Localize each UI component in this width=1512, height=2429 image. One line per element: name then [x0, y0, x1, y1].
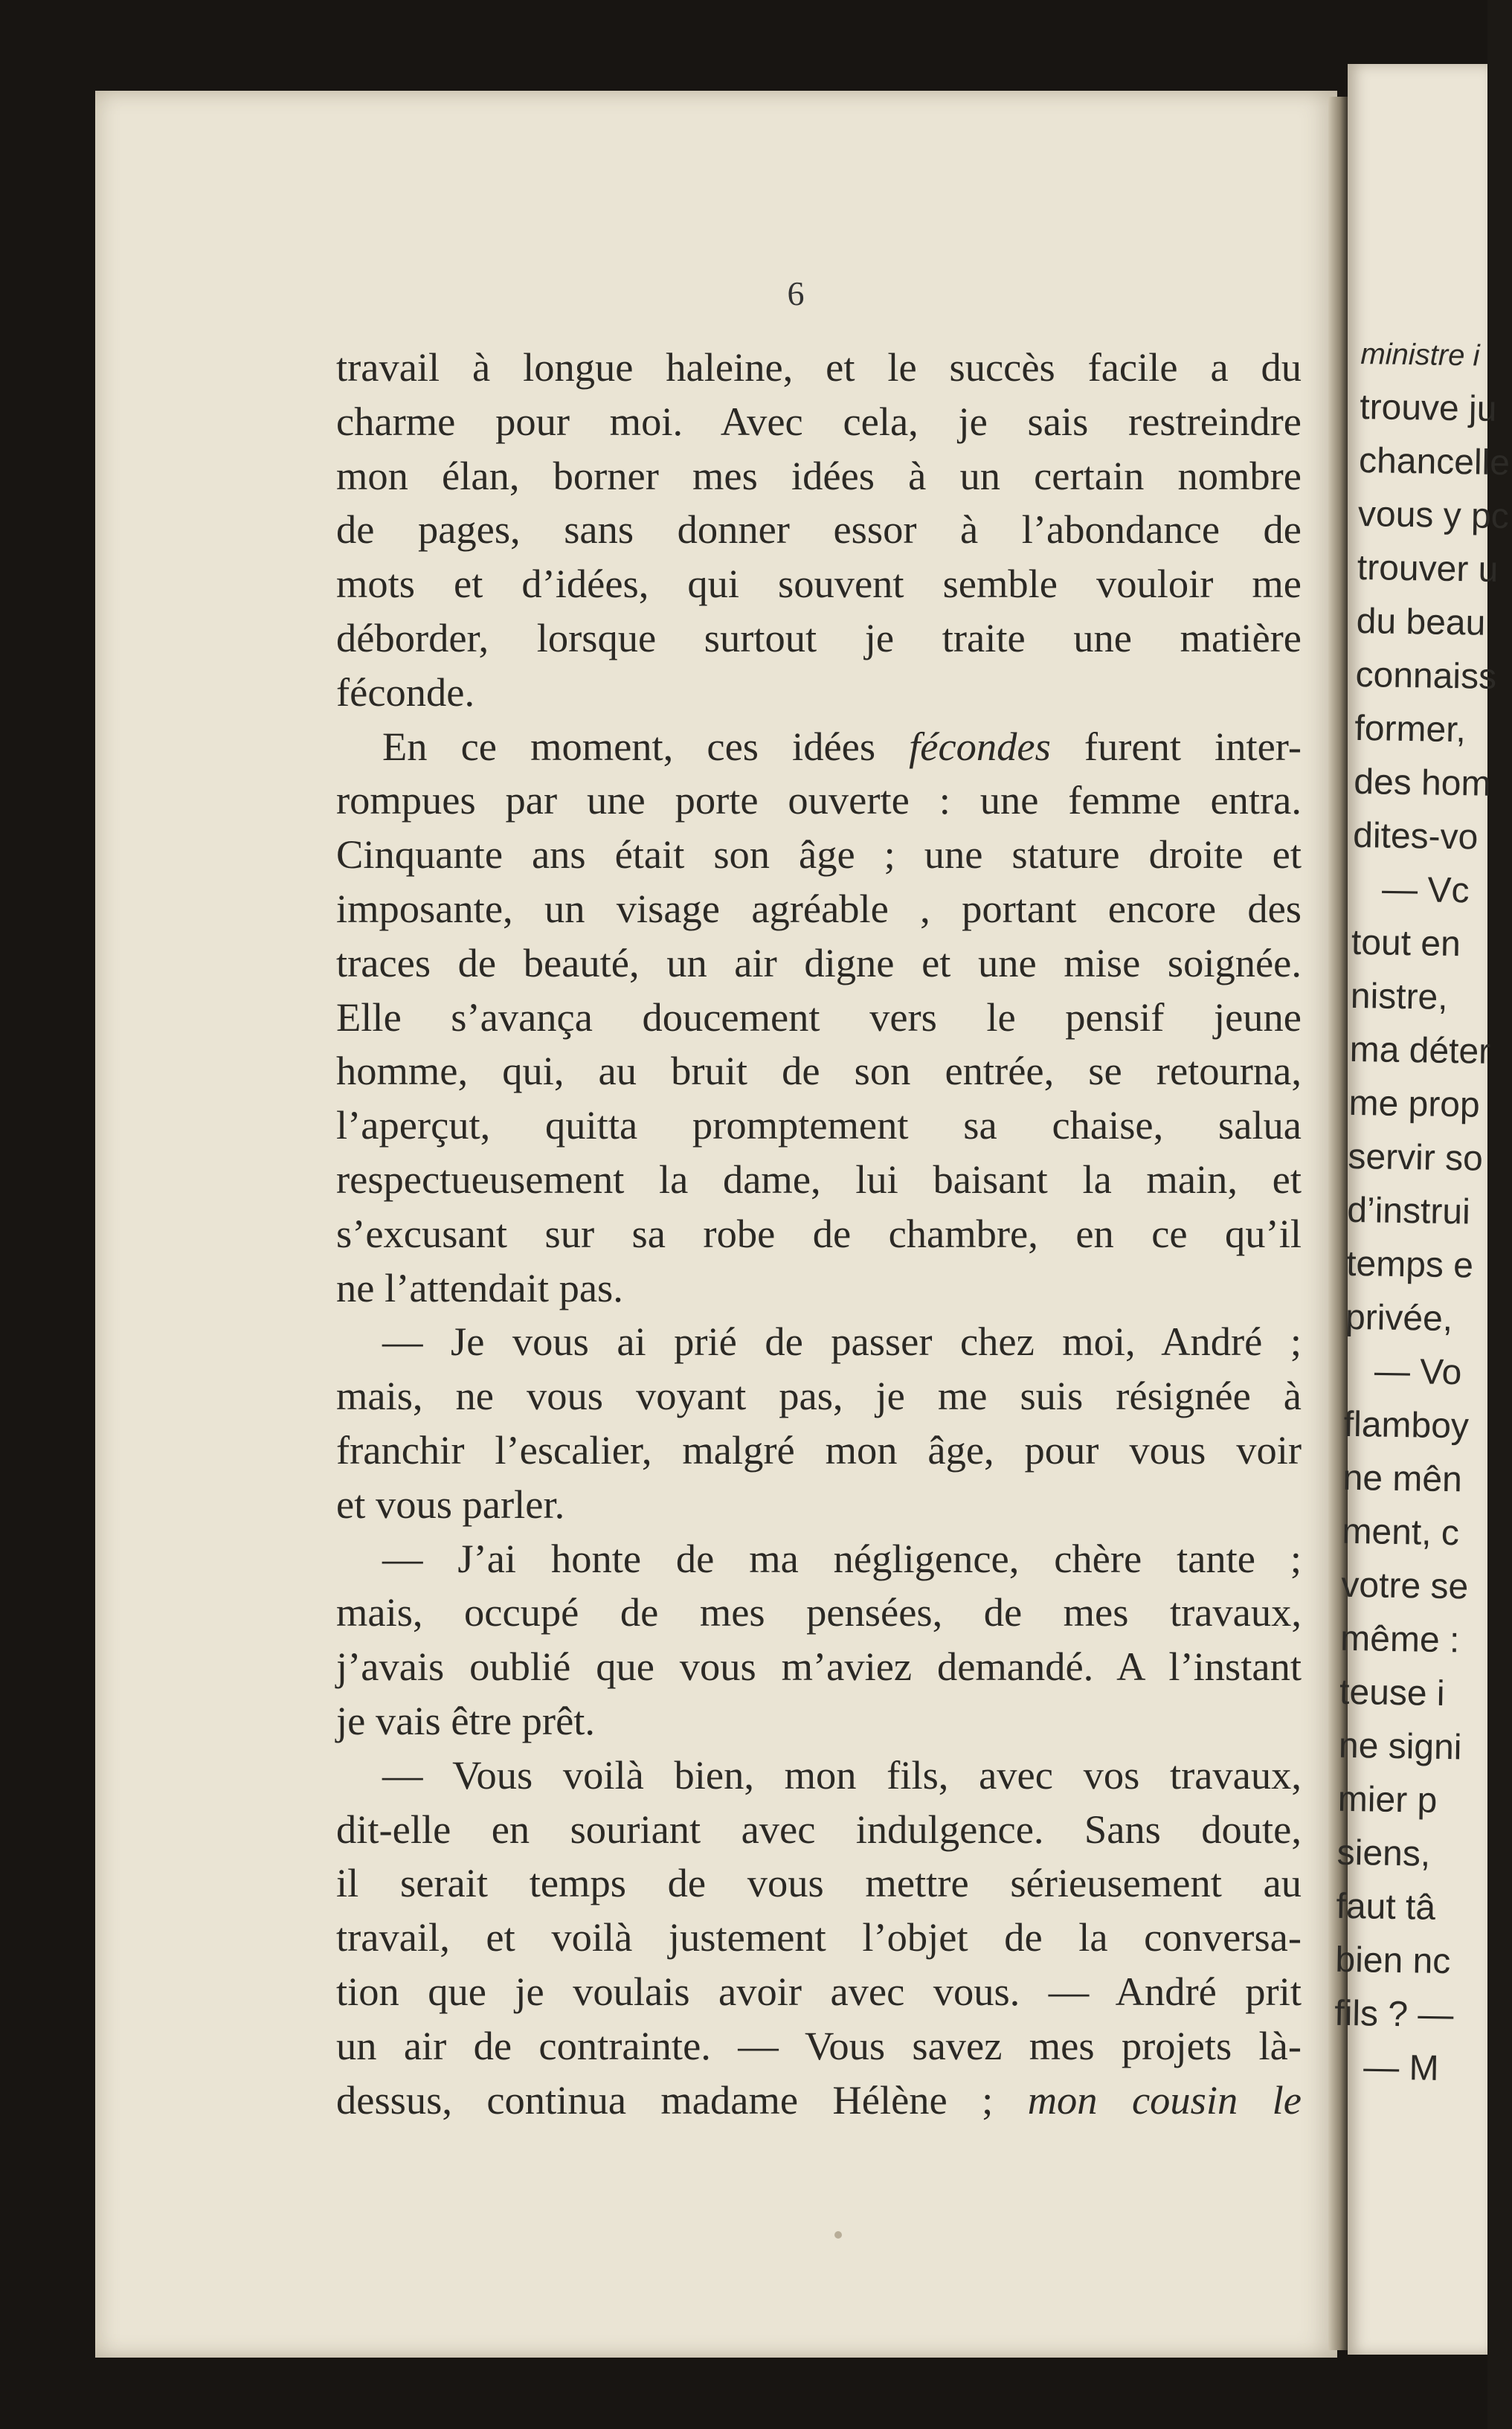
facing-line: trouver u — [1357, 547, 1499, 590]
facing-line: trouve ju — [1359, 387, 1497, 429]
text-line: déborder, lorsque surtout je traite une matière — [336, 614, 1302, 660]
facing-line: — Vo — [1374, 1351, 1462, 1393]
italic-phrase: mon cousin le — [1027, 2076, 1302, 2123]
facing-line: connaiss — [1355, 654, 1497, 697]
facing-line: ministre i — [1360, 337, 1480, 373]
facing-line: ment, c — [1342, 1511, 1460, 1554]
text-line: mots et d’idées, qui souvent semble vouloir me — [336, 561, 1302, 607]
facing-line: siens, — [1336, 1833, 1431, 1874]
facing-line: flamboy — [1343, 1404, 1470, 1447]
text-line: il serait temps de vous mettre sérieusement au — [336, 1860, 1302, 1906]
facing-line: faut tâ — [1336, 1886, 1436, 1928]
text-line: tion que je voulais avoir avec vous. — André prit — [336, 1968, 1302, 2014]
facing-line: bien nc — [1335, 1940, 1451, 1982]
text-line: travail, et voilà justement l’objet de la conversa- — [336, 1914, 1302, 1960]
text-fragment: En ce moment, ces idées — [382, 723, 910, 769]
text-line: charme pour moi. Avec cela, je sais restreindre — [336, 398, 1302, 444]
facing-line: mier p — [1337, 1779, 1438, 1821]
text-line: de pages, sans donner essor à l’abondance de — [336, 506, 1302, 553]
main-text — [336, 341, 1302, 2127]
text-line: Elle s’avança doucement vers le pensif jeune — [336, 994, 1302, 1040]
text-line: — J’ai honte de ma négligence, chère tante ; — [382, 1535, 1302, 1581]
facing-line: chancelle — [1358, 440, 1511, 483]
text-line: mais, ne vous voyant pas, je me suis résignée à — [336, 1373, 1302, 1419]
text-line: homme, qui, au bruit de son entrée, se retourna, — [336, 1048, 1302, 1094]
text-line: mais, occupé de mes pensées, de mes travaux, — [336, 1589, 1302, 1635]
text-line: Cinquante ans était son âge ; une stature droite et — [336, 831, 1302, 878]
text-line: s’excusant sur sa robe de chambre, en ce qu’il — [336, 1210, 1302, 1256]
text-line: ne l’attendait pas. — [336, 1264, 623, 1310]
text-line: respectueusement la dame, lui baisant la main, et — [336, 1156, 1302, 1202]
text-line: l’aperçut, quitta promptement sa chaise, salua — [336, 1102, 1302, 1148]
facing-line: — Vc — [1381, 869, 1470, 911]
text-fragment: dessus, continua madame Hélène ; — [336, 2076, 1028, 2123]
text-line: franchir l’escalier, malgré mon âge, pour vous voir — [336, 1426, 1302, 1473]
facing-line: former, — [1354, 708, 1467, 750]
facing-line: servir so — [1348, 1136, 1484, 1179]
facing-line: teuse i — [1339, 1672, 1445, 1714]
text-line: j’avais oublié que vous m’aviez demandé. A l’instant — [336, 1644, 1302, 1690]
text-line: imposante, un visage agréable , portant encore des — [336, 885, 1302, 931]
facing-line: d’instrui — [1346, 1190, 1471, 1232]
text-line: un air de contrainte. — Vous savez mes projets là- — [336, 2022, 1302, 2068]
facing-line: ne signi — [1338, 1725, 1462, 1768]
facing-line: nistre, — [1350, 976, 1448, 1017]
text-line — [336, 720, 1302, 774]
text-line: — Je vous ai prié de passer chez moi, André ; — [382, 1319, 1302, 1365]
facing-line: tout en — [1351, 922, 1461, 965]
text-line: je vais être prêt. — [336, 1697, 596, 1743]
facing-line: dites-vo — [1352, 815, 1479, 858]
text-line — [336, 2074, 1302, 2128]
paper-spot — [834, 2231, 842, 2239]
text-line: féconde. — [336, 669, 475, 715]
facing-line: privée, — [1345, 1297, 1453, 1339]
text-line: travail à longue haleine, et le succès facile a du — [336, 344, 1302, 390]
text-line: traces de beauté, un air digne et une mise soignée. — [336, 939, 1302, 985]
facing-line: même : — [1339, 1618, 1460, 1661]
text-line: dit-elle en souriant avec indulgence. Sans doute, — [336, 1806, 1302, 1852]
facing-line: du beau — [1356, 601, 1486, 643]
text-line: mon élan, borner mes idées à un certain nombre — [336, 452, 1302, 498]
text-line: — Vous voilà bien, mon fils, avec vos travaux, — [382, 1751, 1302, 1798]
italic-word: fécondes — [909, 723, 1051, 769]
facing-line: me prop — [1348, 1083, 1481, 1125]
text-line: et vous parler. — [336, 1481, 565, 1527]
facing-line: votre se — [1341, 1565, 1469, 1607]
text-fragment: furent inter- — [1050, 723, 1302, 769]
facing-line: ne mên — [1342, 1458, 1463, 1500]
facing-line: — M — [1363, 2047, 1439, 2088]
facing-line: ma déter — [1349, 1029, 1491, 1072]
text-line: rompues par une porte ouverte : une femme entra. — [336, 777, 1302, 823]
facing-line: fils ? — — [1334, 1993, 1454, 2036]
facing-line: des hom — [1353, 762, 1491, 804]
facing-line: vous y pc — [1357, 494, 1510, 537]
facing-page-text — [1334, 327, 1510, 2097]
facing-line: temps e — [1345, 1244, 1474, 1286]
